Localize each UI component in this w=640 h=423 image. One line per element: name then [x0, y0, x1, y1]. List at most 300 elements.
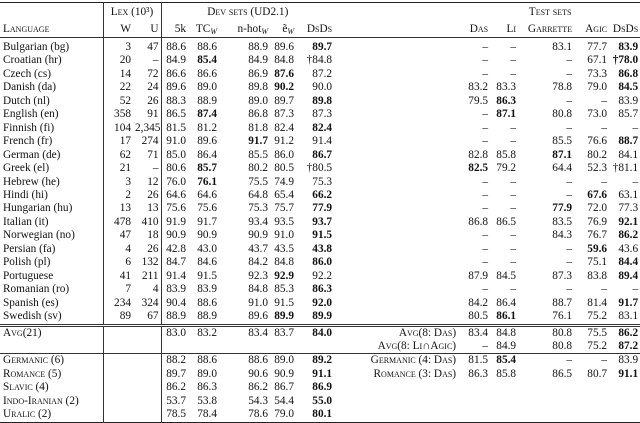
test-score-cell: –	[566, 188, 573, 201]
test-score-cell: –	[566, 175, 573, 188]
dev-col-subscript: W	[210, 27, 218, 36]
summary-label-cell: Uralic (2)	[3, 408, 52, 421]
spacer-cell	[334, 149, 460, 162]
test-score-cell	[574, 381, 609, 394]
test-score-cell: 85.7	[618, 108, 639, 121]
summary-row	[0, 395, 640, 408]
table-row	[0, 122, 640, 135]
test-score-cell: 73.0	[587, 108, 608, 121]
test-score-cell: –	[632, 283, 639, 296]
dev-score-cell: 89.9	[312, 310, 333, 323]
dev-score-cell: 55.0	[312, 394, 333, 407]
test-score-cell: 92.1	[618, 215, 639, 228]
dev-score-cell: 90.0	[312, 81, 333, 94]
spacer-cell	[334, 38, 460, 55]
dev-score-cell: 85.3	[274, 283, 295, 296]
dev-score-cell: 91.4	[161, 270, 188, 283]
test-col-header: Garrette	[518, 21, 574, 38]
table-row	[0, 95, 640, 108]
dev-score-cell: 83.0	[161, 325, 188, 340]
language-cell: Danish (da)	[3, 81, 57, 94]
test-score-cell: 87.2	[618, 339, 639, 352]
test-score-cell: 77.7	[587, 41, 608, 53]
spacer-cell	[334, 229, 460, 242]
dev-col-header	[161, 21, 188, 38]
test-score-cell: 84.1	[618, 148, 639, 161]
language-cell: Persian (fa)	[3, 242, 56, 255]
lex-w-cell: 17	[103, 135, 133, 148]
lex-u-cell: 4	[152, 283, 159, 296]
language-cell: English (en)	[3, 108, 59, 121]
test-score-cell	[518, 395, 574, 408]
dev-score-cell: †80.5	[306, 162, 333, 175]
language-cell: Bulgarian (bg)	[3, 41, 70, 53]
test-score-cell: 84.3	[552, 229, 573, 242]
header-spacer	[0, 3, 103, 22]
test-summary-label-cell: Avg(8: Li∩Agic)	[377, 339, 457, 352]
test-score-cell: –	[482, 175, 489, 188]
dev-col-label: n-hot	[237, 23, 262, 35]
lex-u-cell: 12	[147, 175, 159, 188]
dev-score-cell: 84.8	[274, 54, 295, 67]
test-score-cell: 77.3	[618, 202, 639, 215]
test-summary-label-cell: Romance (3: Das)	[373, 367, 457, 380]
summary-row	[0, 368, 640, 381]
dev-score-cell: 91.2	[274, 135, 295, 148]
empty-cell	[133, 325, 161, 340]
spacer-cell	[334, 256, 460, 269]
test-score-cell: 82.8	[468, 148, 489, 161]
dev-score-cell: 86.6	[197, 67, 218, 80]
dev-score-cell: 43.8	[312, 242, 333, 255]
table-row	[0, 162, 640, 175]
dev-score-cell: 91.7	[197, 215, 218, 228]
language-cell: Finnish (fi)	[3, 121, 55, 134]
test-score-cell	[609, 395, 640, 408]
test-score-cell: –	[574, 354, 609, 368]
test-score-cell: 43.6	[618, 242, 639, 255]
dev-col-subscript: W	[261, 27, 269, 36]
test-score-cell: 78.8	[552, 81, 573, 94]
dev-score-cell: 88.6	[197, 296, 218, 309]
empty-cell	[103, 381, 133, 394]
dev-score-cell: 86.0	[312, 256, 333, 269]
test-sets-header: Test sets	[528, 6, 572, 18]
dev-score-cell: 91.0	[248, 296, 269, 309]
empty-cell	[103, 408, 133, 422]
dev-score-cell: 89.0	[248, 94, 269, 107]
dev-score-cell: 65.4	[274, 188, 295, 201]
test-score-cell: –	[510, 67, 517, 80]
test-score-cell: –	[510, 54, 517, 67]
dev-col-header	[270, 21, 296, 38]
language-cell: Portuguese	[3, 269, 54, 282]
language-cell: French (fr)	[3, 135, 53, 148]
empty-cell	[103, 368, 133, 381]
test-score-cell: 84.5	[618, 81, 639, 94]
dev-score-cell: 88.2	[161, 354, 188, 368]
language-cell: German (de)	[3, 148, 61, 161]
dev-score-cell: 88.6	[188, 354, 219, 368]
dev-score-cell: 89.6	[274, 41, 295, 53]
lex-u-cell: 211	[141, 269, 159, 282]
dev-score-cell: 86.3	[312, 283, 333, 296]
spacer-cell	[334, 68, 460, 81]
dev-score-cell: 84.9	[248, 54, 269, 67]
lex-u-cell: 13	[147, 202, 159, 215]
lex-w-cell: 3	[103, 176, 133, 189]
dev-score-cell: 90.9	[161, 229, 188, 242]
test-score-cell: 76.7	[587, 229, 608, 242]
lex-u-cell: 26	[147, 188, 159, 201]
dev-score-cell: 91.1	[312, 367, 333, 380]
test-score-cell: 83.1	[552, 41, 573, 53]
dev-score-cell: 90.2	[274, 81, 295, 94]
dev-score-cell: 88.6	[197, 41, 218, 53]
dev-score-cell: 88.3	[161, 95, 188, 108]
table-row	[0, 68, 640, 81]
dev-score-cell: 84.6	[197, 256, 218, 269]
dev-score-cell: 91.5	[197, 269, 218, 282]
lex-w-cell: 13	[103, 202, 133, 215]
lex-w-header: W	[103, 21, 133, 38]
test-score-cell: –	[482, 229, 489, 242]
lex-w-cell: 62	[103, 149, 133, 162]
dev-score-cell: 89.6	[161, 81, 188, 94]
dev-score-cell: 86.5	[161, 108, 188, 121]
dev-col-header	[296, 21, 334, 38]
dev-score-cell: 88.9	[248, 41, 269, 53]
dev-score-cell: 80.5	[274, 162, 295, 175]
dev-score-cell: 89.8	[312, 94, 333, 107]
empty-cell	[103, 395, 133, 408]
test-score-cell: 64.4	[552, 162, 573, 175]
dev-score-cell: 89.0	[197, 367, 218, 380]
test-score-cell: –	[482, 202, 489, 215]
test-score-cell: 80.5	[468, 310, 489, 323]
test-score-cell: 83.8	[587, 269, 608, 282]
test-score-cell: 86.2	[609, 325, 640, 340]
test-score-cell: 82.5	[468, 162, 489, 175]
test-score-cell: –	[566, 256, 573, 269]
lex-header: Lex (10³)	[103, 3, 161, 22]
dev-score-cell: 90.6	[248, 367, 269, 380]
table-row	[0, 189, 640, 202]
test-score-cell: 85.8	[496, 367, 517, 380]
language-cell: Romanian (ro)	[3, 283, 70, 296]
dev-score-cell: 83.9	[197, 283, 218, 296]
test-score-cell: 84.9	[496, 339, 517, 352]
lex-u-cell: 26	[147, 94, 159, 107]
language-cell: Hindi (hi)	[3, 188, 48, 201]
lex-u-cell: –	[152, 162, 159, 175]
dev-col-subscript: W	[287, 27, 295, 36]
test-score-cell: –	[510, 121, 517, 134]
dev-score-cell: 85.0	[161, 149, 188, 162]
lex-w-cell: 104	[103, 122, 133, 135]
test-score-cell: 80.2	[587, 148, 608, 161]
spacer-cell	[334, 176, 460, 189]
dev-score-cell: 89.8	[248, 81, 269, 94]
test-score-cell: –	[518, 354, 574, 368]
dev-score-cell: 79.0	[274, 408, 295, 421]
summary-label-cell: Slavic (4)	[3, 381, 49, 394]
dev-score-cell: 93.4	[248, 215, 269, 228]
lex-w-cell: 478	[103, 216, 133, 229]
dev-score-cell: 81.8	[248, 121, 269, 134]
lex-u-cell: 2,345	[135, 121, 161, 134]
dev-score-cell: 80.2	[248, 162, 269, 175]
test-score-cell: 91.7	[618, 296, 639, 309]
test-score-cell: 86.8	[468, 215, 489, 228]
language-cell: Dutch (nl)	[3, 94, 50, 107]
test-score-cell: 83.2	[468, 81, 489, 94]
test-score-cell: 87.1	[496, 108, 517, 121]
dev-score-cell: 53.8	[197, 394, 218, 407]
table-row	[0, 38, 640, 55]
lex-u-cell: 91	[147, 108, 159, 121]
summary-row	[0, 325, 640, 340]
test-score-cell: 77.9	[552, 202, 573, 215]
test-score-cell: 86.8	[618, 67, 639, 80]
test-score-cell: 86.1	[496, 310, 517, 323]
test-score-cell: 86.3	[496, 94, 517, 107]
dev-score-cell: 84.8	[248, 283, 269, 296]
test-score-cell: –	[632, 175, 639, 188]
dev-col-label: TC	[195, 23, 211, 35]
spacer-cell	[334, 54, 460, 67]
summary-label-cell: Romance (5)	[3, 367, 62, 380]
language-cell: Norwegian (no)	[3, 229, 75, 242]
dev-score-cell: 66.2	[312, 188, 333, 201]
test-score-cell: 80.8	[518, 325, 574, 340]
dev-score-cell: 80.6	[161, 162, 188, 175]
test-score-cell: 63.1	[618, 188, 639, 201]
test-score-cell: 83.1	[618, 310, 639, 323]
spacer-cell	[334, 95, 460, 108]
dev-score-cell: 88.6	[219, 354, 270, 368]
empty-cell	[133, 354, 161, 368]
test-score-cell: 72.0	[587, 202, 608, 215]
dev-score-cell: 85.7	[197, 162, 218, 175]
dev-score-cell: 75.3	[312, 175, 333, 188]
table-row	[0, 270, 640, 283]
test-score-cell: –	[632, 121, 639, 134]
spacer-cell	[334, 202, 460, 215]
dev-score-cell: 89.6	[248, 310, 269, 323]
header-spacer	[334, 21, 460, 38]
table-row	[0, 283, 640, 296]
dev-score-cell: 74.9	[274, 175, 295, 188]
dev-score-cell: 84.0	[296, 325, 334, 340]
dev-score-cell: 91.5	[274, 296, 295, 309]
lex-u-cell: 72	[147, 67, 159, 80]
dev-score-cell: 90.9	[274, 367, 295, 380]
language-cell: Spanish (es)	[3, 296, 59, 309]
lex-u-cell: 132	[141, 256, 159, 269]
test-score-cell: 73.3	[587, 67, 608, 80]
dev-score-cell: 75.3	[248, 202, 269, 215]
lex-w-cell: 358	[103, 108, 133, 121]
dev-score-cell: 91.9	[161, 216, 188, 229]
lex-u-cell: 324	[141, 296, 159, 309]
dev-score-cell: 87.2	[312, 67, 333, 80]
dev-score-cell: 76.0	[161, 176, 188, 189]
test-score-cell: 86.2	[618, 229, 639, 242]
spacer-cell	[334, 297, 460, 310]
spacer-cell	[334, 283, 460, 296]
dev-score-cell: 78.6	[248, 408, 269, 421]
test-score-cell: 84.2	[468, 296, 489, 309]
dev-score-cell: 80.1	[312, 408, 333, 421]
test-score-cell	[518, 408, 574, 422]
dev-score-cell: 86.7	[274, 381, 295, 394]
test-score-cell: 67.1	[587, 54, 608, 67]
test-score-cell: 83.9	[609, 354, 640, 368]
test-score-cell: 83.5	[552, 215, 573, 228]
dev-score-cell: 43.0	[197, 242, 218, 255]
test-score-cell: 79.0	[587, 81, 608, 94]
dev-score-cell: 91.0	[161, 135, 188, 148]
test-score-cell: 84.8	[490, 325, 518, 340]
test-score-cell: 75.2	[587, 310, 608, 323]
dev-sets-header: Dev sets (UD2.1)	[161, 3, 334, 22]
test-score-cell: 80.8	[552, 108, 573, 121]
dev-score-cell: 89.7	[274, 94, 295, 107]
test-score-cell	[518, 381, 574, 394]
lex-w-cell: 21	[103, 162, 133, 175]
spacer-cell	[334, 81, 460, 94]
test-score-cell: 87.1	[552, 148, 573, 161]
spacer-cell	[334, 122, 460, 135]
test-score-cell: –	[566, 94, 573, 107]
test-score-cell	[490, 381, 518, 394]
dev-score-cell: 87.3	[274, 108, 295, 121]
dev-score-cell	[188, 340, 219, 354]
dev-score-cell: 90.9	[197, 229, 218, 242]
test-score-cell: –	[510, 135, 517, 148]
dev-score-cell: 83.4	[219, 325, 270, 340]
dev-score-cell: 75.7	[274, 202, 295, 215]
summary-label-cell: Avg(21)	[0, 325, 103, 340]
test-summary-label-cell	[334, 395, 460, 408]
test-score-cell: 75.5	[574, 325, 609, 340]
test-score-cell: 79.5	[468, 94, 489, 107]
test-score-cell: 81.4	[587, 296, 608, 309]
test-col-header: Das	[460, 21, 490, 38]
dev-score-cell: 42.8	[161, 243, 188, 256]
dev-score-cell: 82.4	[274, 121, 295, 134]
dev-score-cell: 90.9	[248, 229, 269, 242]
lex-w-cell: 20	[103, 54, 133, 67]
summary-row	[0, 340, 640, 354]
lex-w-cell: 234	[103, 297, 133, 310]
test-score-cell: –	[510, 175, 517, 188]
test-score-cell: 83.3	[496, 81, 517, 94]
test-score-cell: †78.0	[612, 54, 639, 67]
lex-u-cell: 410	[141, 215, 159, 228]
dev-score-cell: 86.2	[248, 381, 269, 394]
table-row	[0, 216, 640, 229]
test-summary-label-cell: Germanic (4: Das)	[334, 354, 460, 368]
language-cell: Polish (pl)	[3, 256, 51, 269]
dev-score-cell: 75.6	[161, 202, 188, 215]
test-score-cell: –	[482, 188, 489, 201]
dev-col-header	[188, 21, 219, 38]
test-score-cell: –	[601, 121, 608, 134]
empty-cell	[103, 340, 133, 354]
language-cell: Greek (el)	[3, 162, 50, 175]
dev-score-cell	[161, 340, 188, 354]
spacer-cell	[334, 135, 460, 148]
empty-cell	[133, 381, 161, 394]
dev-score-cell: 83.2	[188, 325, 219, 340]
test-score-cell: 86.3	[468, 367, 489, 380]
test-score-cell: 84.4	[618, 256, 639, 269]
language-cell: Czech (cs)	[3, 67, 51, 80]
header-spacer	[334, 3, 460, 22]
results-table	[0, 2, 640, 423]
dev-score-cell: 77.9	[312, 202, 333, 215]
dev-score-cell: 87.4	[197, 108, 218, 121]
dev-score-cell: 86.6	[161, 68, 188, 81]
dev-score-cell: 91.7	[248, 135, 269, 148]
dev-score-cell: 86.3	[197, 381, 218, 394]
spacer-cell	[334, 189, 460, 202]
dev-score-cell: 86.8	[248, 108, 269, 121]
empty-cell	[133, 408, 161, 422]
test-score-cell: 86.5	[552, 367, 573, 380]
test-score-cell: –	[482, 54, 489, 67]
dev-score-cell: 86.9	[312, 381, 333, 394]
dev-score-cell	[219, 340, 270, 354]
summary-row	[0, 354, 640, 368]
table-row	[0, 229, 640, 242]
dev-score-cell: 76.1	[197, 175, 218, 188]
test-score-cell	[460, 395, 490, 408]
test-score-cell: 88.7	[552, 296, 573, 309]
dev-score-cell: 85.5	[248, 148, 269, 161]
dev-score-cell: 75.6	[197, 202, 218, 215]
test-score-cell	[574, 408, 609, 422]
table-row	[0, 176, 640, 189]
test-summary-label-cell	[334, 408, 460, 422]
lex-u-cell: 24	[147, 81, 159, 94]
test-score-cell	[460, 408, 490, 422]
dev-score-cell: 87.3	[312, 108, 333, 121]
dev-score-cell: 88.6	[161, 38, 188, 55]
dev-score-cell: 78.4	[197, 408, 218, 421]
dev-col-label: DsDs	[306, 23, 333, 35]
test-score-cell: 76.1	[552, 310, 573, 323]
dev-score-cell: 81.2	[197, 121, 218, 134]
dev-score-cell: 89.7	[312, 41, 333, 53]
test-score-cell: –	[510, 242, 517, 255]
dev-score-cell	[270, 340, 296, 354]
dev-score-cell: 92.2	[312, 269, 333, 282]
test-score-cell: 81.5	[460, 354, 490, 368]
empty-cell	[103, 325, 133, 340]
summary-row	[0, 381, 640, 394]
dev-score-cell: 89.9	[274, 310, 295, 323]
dev-score-cell: 43.5	[274, 242, 295, 255]
dev-score-cell: 93.7	[312, 215, 333, 228]
test-score-cell: –	[566, 121, 573, 134]
table-row	[0, 310, 640, 325]
dev-score-cell: 64.6	[197, 188, 218, 201]
lex-u-cell: 71	[147, 148, 159, 161]
test-score-cell: –	[510, 256, 517, 269]
